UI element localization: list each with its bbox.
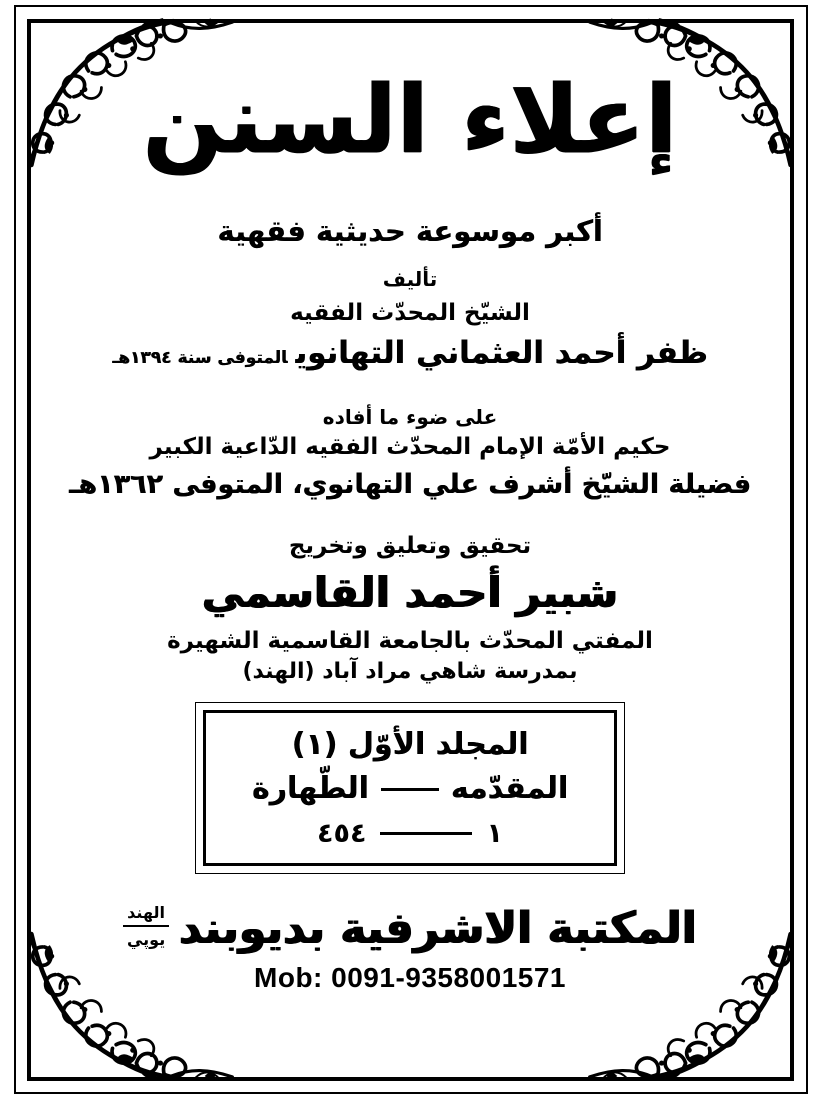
author-death-note: المتوفى سنة ١٣٩٤هـ [112, 347, 288, 368]
page-range-end: ٤٥٤ [317, 817, 367, 849]
publisher-phone-number: Mob: 0091-9358001571 [254, 961, 566, 993]
contents-end: الطّهارة [251, 771, 369, 807]
editor-name: شبير أحمد القاسمي [201, 567, 619, 617]
editor-title-line: المفتي المحدّث بالجامعة القاسمية الشهيرة [167, 627, 653, 654]
publisher-name: المكتبة الاشرفية بديوبند [179, 902, 697, 954]
publisher-region-country: الهند [123, 901, 169, 927]
volume-number-line: المجلد الأوّل (١) [291, 726, 529, 762]
contents-start: المقدّمه [450, 771, 569, 807]
basis-name-line: فضيلة الشيّخ أشرف علي التهانوي، المتوفى ١٣٦٢هـ [69, 468, 751, 500]
editor-section-heading: تحقيق وتعليق وتخريج [288, 532, 532, 559]
volume-contents-line [216, 769, 604, 810]
basis-honorific: حكيم الأمّة الإمام المحدّث الفقيه الدّاعية الكبير [149, 433, 671, 460]
basis-section-heading: على ضوء ما أفاده [322, 404, 498, 429]
title-page-content [44, 24, 776, 1073]
book-title: إعلاء السنن [142, 66, 678, 175]
author-honorific: الشيّخ المحدّث الفقيه [290, 299, 530, 326]
publisher-region-stack [123, 901, 169, 951]
author-name: ظفر أحمد العثماني التهانوي [295, 334, 708, 371]
editor-place-line: بمدرسة شاهي مراد آباد (الهند) [242, 658, 578, 684]
book-subtitle: أكبر موسوعة حديثية فقهية [217, 213, 603, 248]
dash-separator [381, 788, 439, 791]
publisher-region-state: يوپي [126, 929, 166, 949]
author-name-line [112, 333, 707, 375]
dash-separator [380, 832, 472, 835]
author-section-heading: تأليف [382, 266, 438, 291]
publisher-line [123, 896, 697, 962]
page-range-start: ١ [486, 817, 503, 849]
page-range-line [216, 818, 604, 849]
volume-info-box [203, 710, 617, 866]
